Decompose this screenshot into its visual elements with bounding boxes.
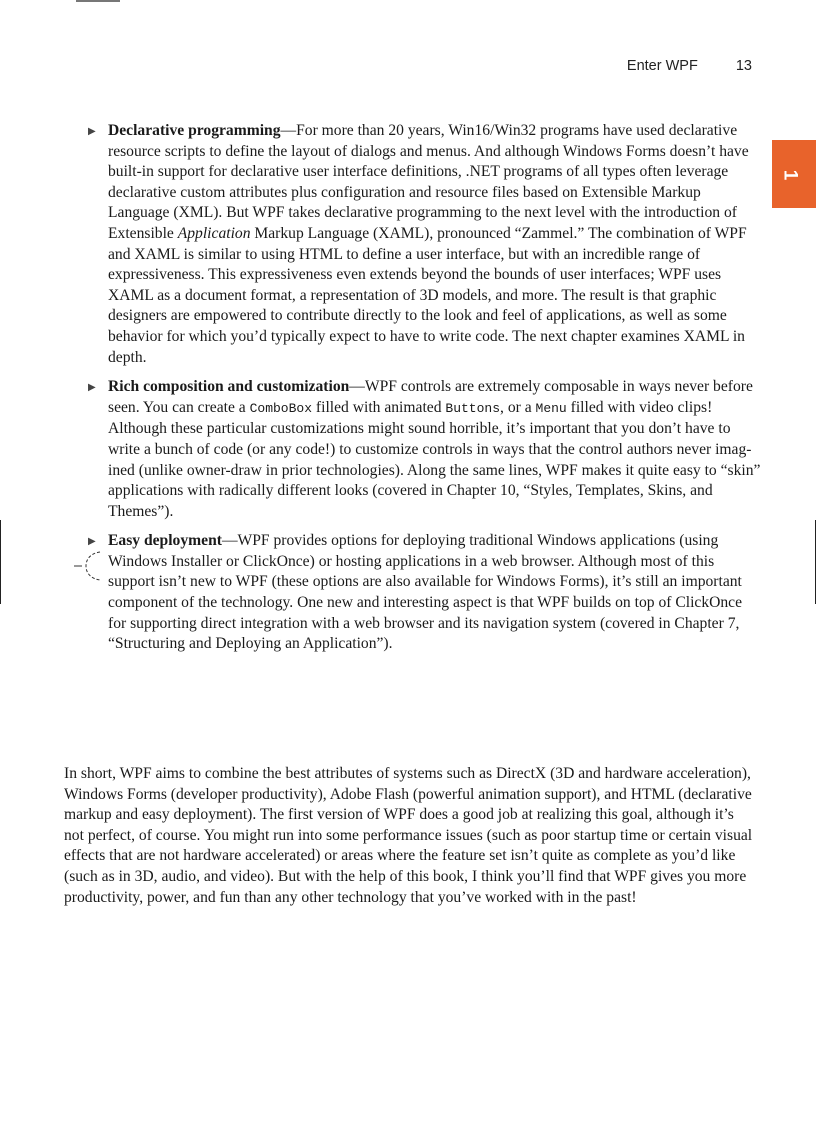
code-combobox: ComboBox [249, 400, 313, 416]
running-header [627, 58, 752, 74]
code-menu: Menu [535, 400, 567, 416]
bullet-text: filled with animated [312, 398, 446, 416]
running-title: Enter WPF [626, 58, 698, 74]
top-rule [76, 0, 120, 2]
bullet-paragraph [108, 531, 764, 655]
bullet-list [84, 121, 764, 664]
bullet-triangle-icon: ▶ [88, 126, 96, 137]
bullet-text: Markup Language (XAML), pronounced “Zammel.” The combination of WPF and XAML is similar to using HTML to define a user interface, but with an incredible range of expressiveness. This expressiveness even extends beyond the bounds of user interfaces; WPF uses XAML as a document format, a representation of 3D models, and more. The result is that graphic designers are empowered to contribute directly to the look and feel of applications, as well as some behavior for which you’d typically expect to have to write code. The next chapter examines XAML in depth. [108, 224, 747, 366]
bullet-text: , or a [500, 398, 536, 416]
bullet-triangle-icon: ▶ [88, 536, 96, 548]
bullet-text: —For more than 20 years, Win16/Win32 programs have used declarative resource scripts to define the layout of dialogs and menus. And although Windows Forms doesn’t have built-in support for declarative user interface definitions, .NET programs of all types often leverage declarative custom attributes plus configuration and resource files based on Extensible Markup Language (XML). But WPF takes declarative programming to the next level with the introduction of Extensible [108, 122, 749, 242]
bullet-paragraph [108, 121, 764, 368]
page-number: 13 [735, 58, 752, 74]
code-buttons: Buttons [445, 400, 501, 416]
bullet-text: —WPF controls are extremely composable in ways never before seen. You can create a [108, 378, 753, 416]
left-margin-mark [0, 520, 1, 604]
chapter-tab [772, 140, 816, 208]
bullet-item [84, 121, 764, 368]
summary-paragraph: In short, WPF aims to combine the best attributes of systems such as DirectX (3D and hardware acceleration), Windows Forms (developer productivity), Adobe Flash (powerful animation support), and HTML (declarative markup and easy deployment). The first version of WPF does a good job at realizing this goal, although it’s not perfect, of course. You might run into some performance issues (such as poor startup time or certain visual effects that are not hardware accelerated) or areas where the feature set isn’t quite as complete as you’d like (such as in 3D, audio, and video). But with the help of this book, I think you’ll find that WPF gives you more productivity, power, and fun than any other technology that you’ve worked with in the past! [64, 765, 753, 906]
bullet-term: Rich composition and customization [108, 378, 350, 396]
chapter-number: 1 [779, 169, 801, 181]
bullet-item [84, 531, 764, 655]
bullet-text: —WPF provides options for deploying traditional Windows applications (using Windows Installer or ClickOnce) or hosting applications in a web browser. Although most of this support isn’t new to WPF (these options are also available for Windows Forms), it’s still an important component of the technology. One new and interesting aspect is that WPF builds on top of ClickOnce for supporting direct integration with a web browser and its navigation system (covered in Chapter 7, “Structuring and Deploying an Application”). [108, 532, 743, 653]
bullet-paragraph [108, 377, 764, 522]
bullet-term: Easy deployment [108, 532, 222, 550]
bullet-text: filled with video clips! Although these particular customizations might sound horrible, it’s important that you don’t have to write a bunch of code (or any code!) to customize controls in ways that the control authors never imagined (unlike owner-draw in prior technologies). Along the same lines, WPF makes it quite easy to “skin” applications with radically different looks (covered in Chapter 10, “Styles, Templates, Skins, and Themes”). [108, 398, 761, 520]
bullet-emphasis: Application [177, 224, 251, 242]
bullet-triangle-icon: ▶ [88, 382, 96, 394]
bullet-item [84, 377, 764, 522]
bullet-term: Declarative programming [108, 122, 281, 139]
